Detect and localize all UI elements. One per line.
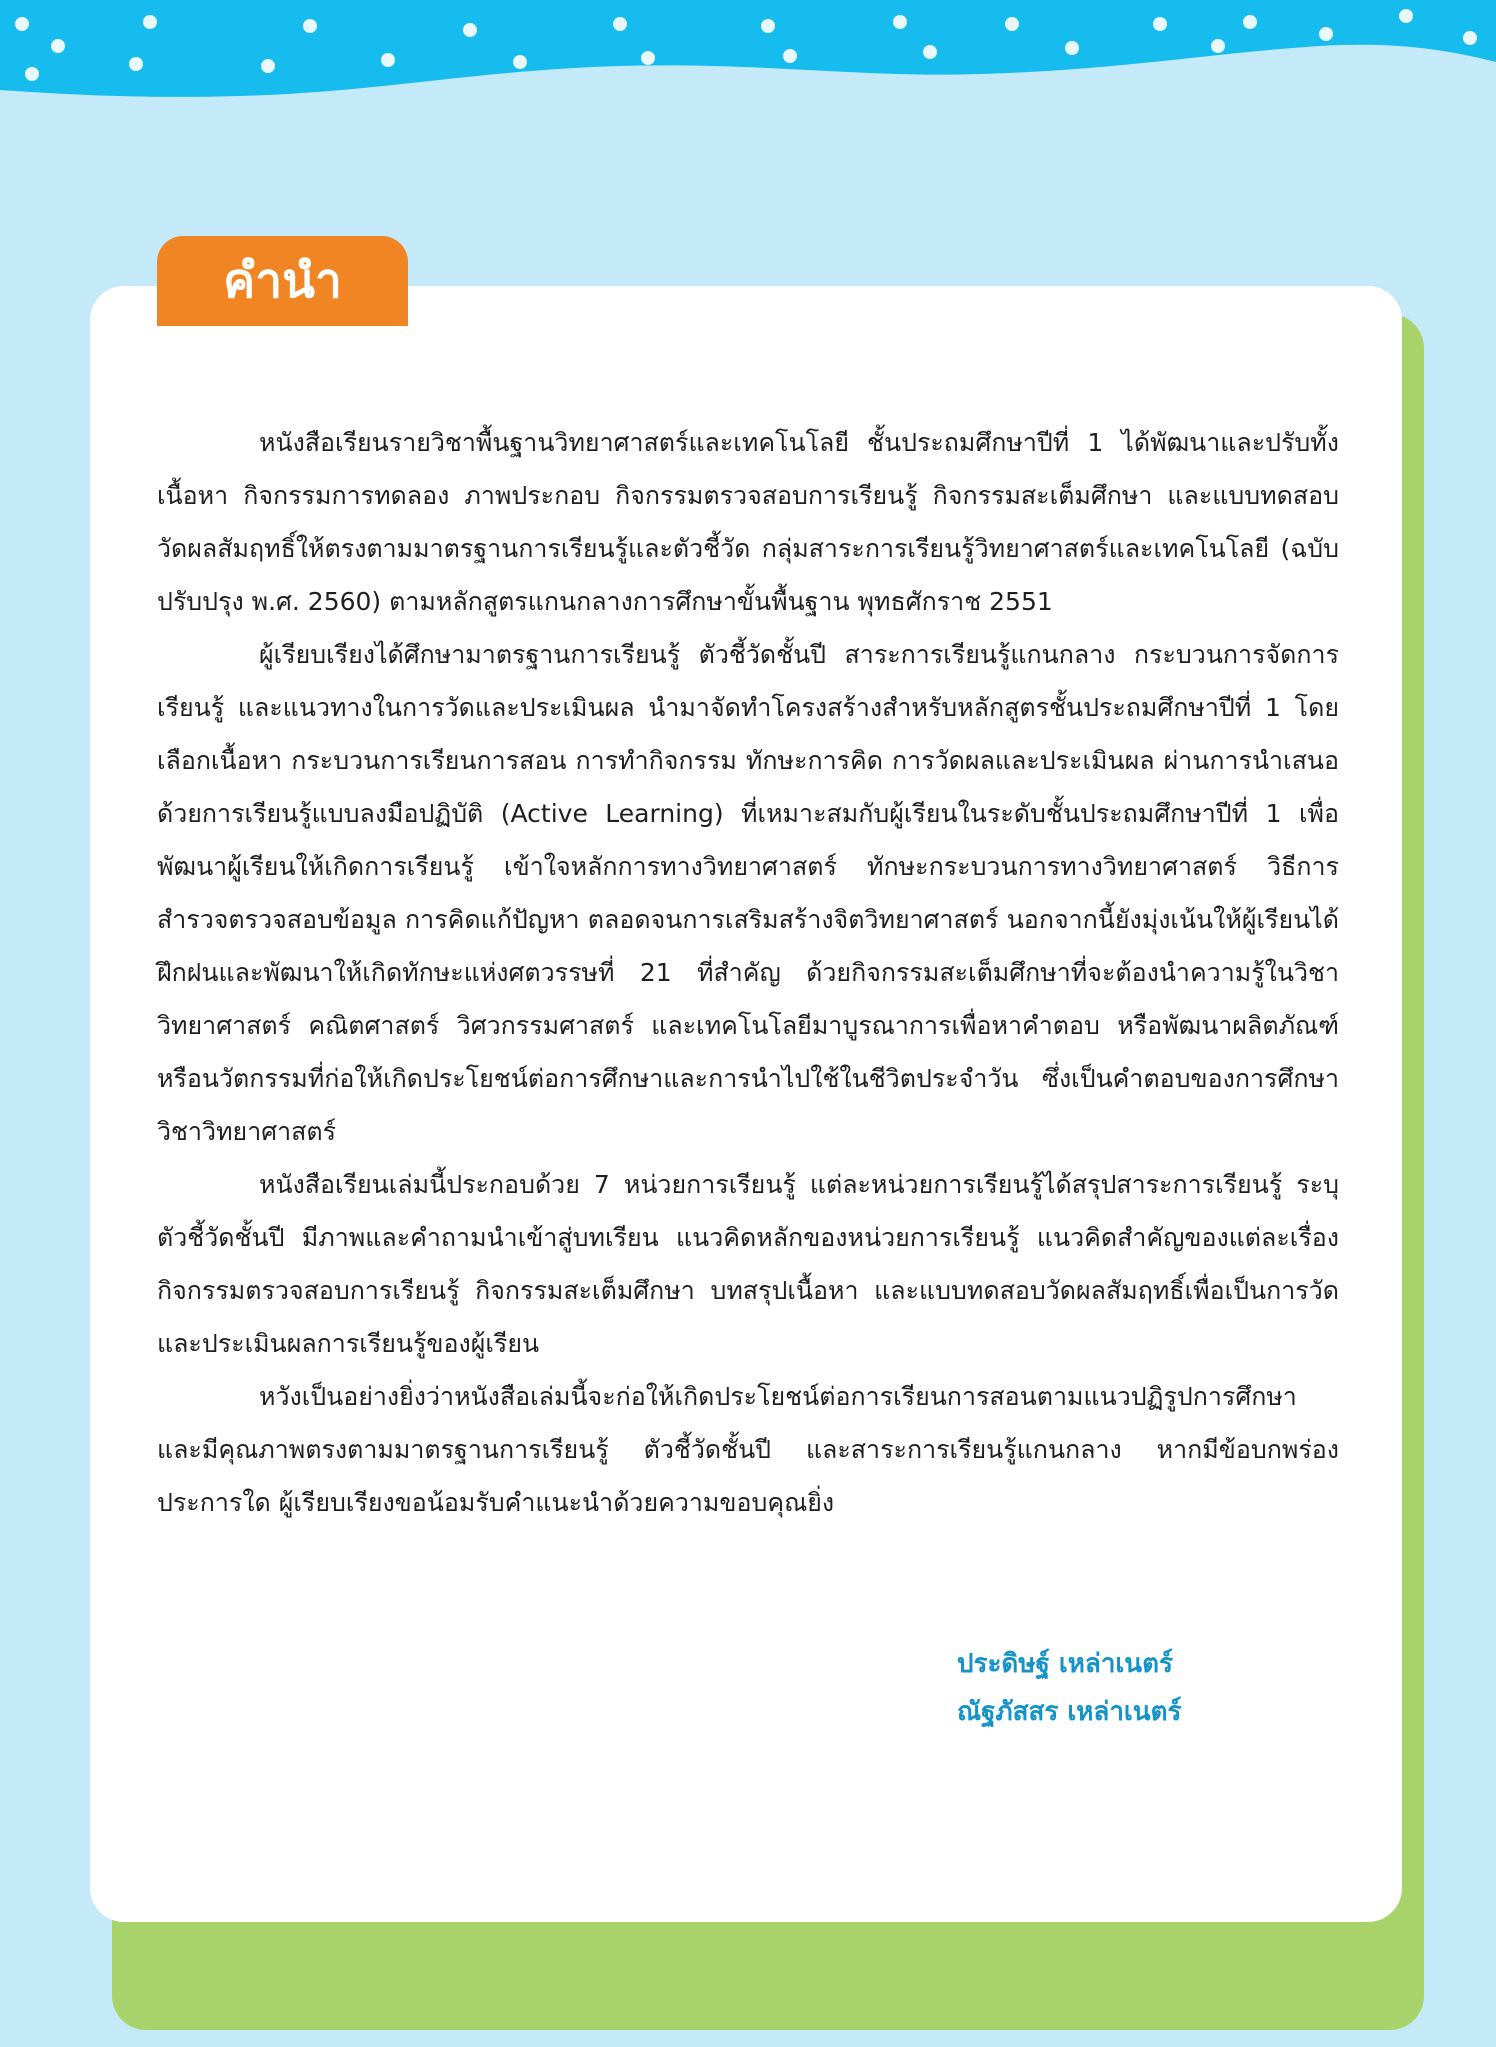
paragraph-1: หนังสือเรียนรายวิชาพื้นฐานวิทยาศาสตร์และเทคโนโลยี ชั้นประถมศึกษาปีที่ 1 ได้พัฒนาและปรับทั้งเนื้อหา กิจกรรมการทดลอง ภาพประกอบ กิจกรรมตรวจสอบการเรียนรู้ กิจกรรมสะเต็มศึกษา และแบบทดสอบวัดผลสัมฤทธิ์ให้ตรงตามมาตรฐานการเรียนรู้และตัวชี้วัด กลุ่มสาระการเรียนรู้วิทยาศาสตร์และเทคโนโลยี (ฉบับปรับปรุง พ.ศ. 2560) ตามหลักสูตรแกนกลางการศึกษาขั้นพื้นฐาน พุทธศักราช 2551 — [157, 428, 1339, 616]
paragraph-3: หนังสือเรียนเล่มนี้ประกอบด้วย 7 หน่วยการเรียนรู้ แต่ละหน่วยการเรียนรู้ได้สรุปสาระการเรียนรู้ ระบุตัวชี้วัดชั้นปี มีภาพและคำถามนำเข้าสู่บทเรียน แนวคิดหลักของหน่วยการเรียนรู้ แนวคิดสำคัญของแต่ละเรื่อง กิจกรรมตรวจสอบการเรียนรู้ กิจกรรมสะเต็มศึกษา บทสรุปเนื้อหา และแบบทดสอบวัดผลสัมฤทธิ์เพื่อเป็นการวัดและประเมินผลการเรียนรู้ของผู้เรียน — [157, 1170, 1339, 1358]
author-signature — [957, 1640, 1181, 1736]
preface-body — [157, 416, 1339, 1529]
paragraph-2: ผู้เรียบเรียงได้ศึกษามาตรฐานการเรียนรู้ ตัวชี้วัดชั้นปี สาระการเรียนรู้แกนกลาง กระบวนการจัดการเรียนรู้ และแนวทางในการวัดและประเมินผล นำมาจัดทำโครงสร้างสำหรับหลักสูตรชั้นประถมศึกษาปีที่ 1 โดยเลือกเนื้อหา กระบวนการเรียนการสอน การทำกิจกรรม ทักษะการคิด การวัดผลและประเมินผล ผ่านการนำเสนอด้วยการเรียนรู้แบบลงมือปฏิบัติ (Active Learning) ที่เหมาะสมกับผู้เรียนในระดับชั้นประถมศึกษาปีที่ 1 เพื่อพัฒนาผู้เรียนให้เกิดการเรียนรู้ เข้าใจหลักการทางวิทยาศาสตร์ ทักษะกระบวนการทางวิทยาศาสตร์ วิธีการสำรวจตรวจสอบข้อมูล การคิดแก้ปัญหา ตลอดจนการเสริมสร้างจิตวิทยาศาสตร์ นอกจากนี้ยังมุ่งเน้นให้ผู้เรียนได้ฝึกฝนและพัฒนาให้เกิดทักษะแห่งศตวรรษที่ 21 ที่สำคัญ ด้วยกิจกรรมสะเต็มศึกษาที่จะต้องนำความรู้ในวิชาวิทยาศาสตร์ คณิตศาสตร์ วิศวกรรมศาสตร์ และเทคโนโลยีมาบูรณาการเพื่อหาคำตอบ หรือพัฒนาผลิตภัณฑ์ หรือนวัตกรรมที่ก่อให้เกิดประโยชน์ต่อการศึกษาและการนำไปใช้ในชีวิตประจำวัน ซึ่งเป็นคำตอบของการศึกษาวิชาวิทยาศาสตร์ — [157, 640, 1339, 1146]
author-name-1: ประดิษฐ์ เหล่าเนตร์ — [957, 1649, 1173, 1679]
page-title: คำนำ — [157, 236, 408, 326]
top-wave-decoration — [0, 0, 1496, 110]
paragraph-4: หวังเป็นอย่างยิ่งว่าหนังสือเล่มนี้จะก่อให้เกิดประโยชน์ต่อการเรียนการสอนตามแนวปฏิรูปการศึกษา และมีคุณภาพตรงตามมาตรฐานการเรียนรู้ ตัวชี้วัดชั้นปี และสาระการเรียนรู้แกนกลาง หากมีข้อบกพร่องประการใด ผู้เรียบเรียงขอน้อมรับคำแนะนำด้วยความขอบคุณยิ่ง — [157, 1382, 1339, 1517]
author-name-2: ณัฐภัสสร เหล่าเนตร์ — [957, 1697, 1182, 1727]
